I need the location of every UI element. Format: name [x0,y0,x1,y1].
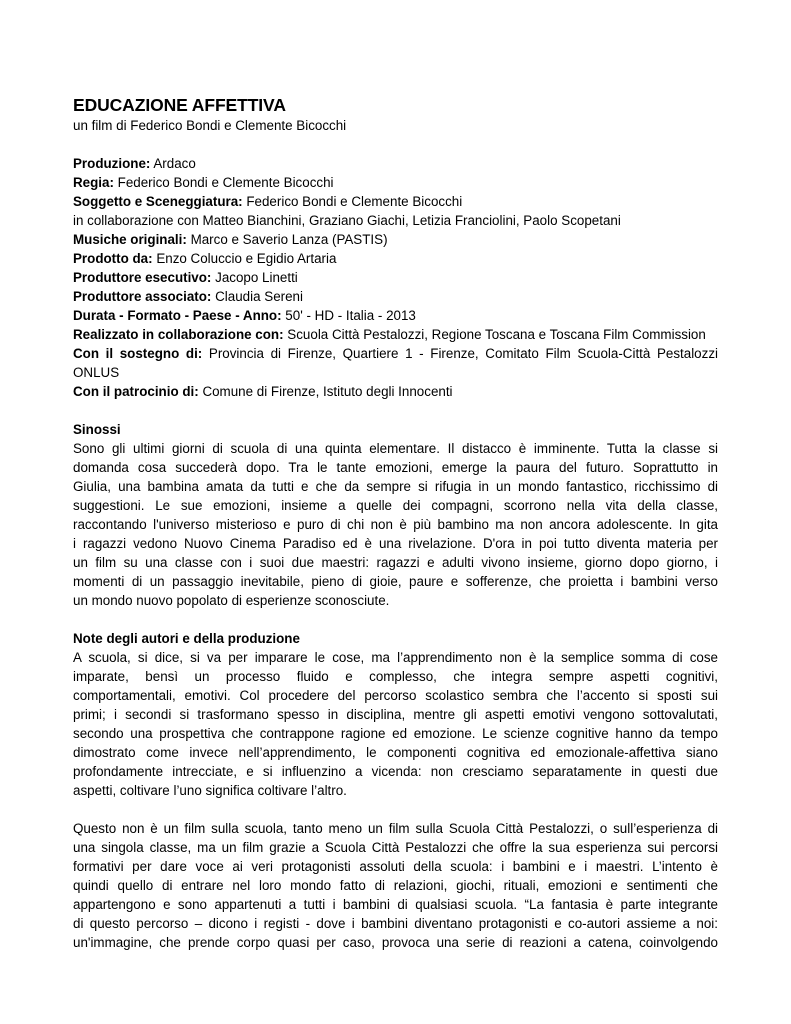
text-line: comportamentali, emotivi. Col procedere del percorso scolastico sembra che l’accento si sposti sui [73,688,718,703]
credit-label: Soggetto e Sceneggiatura: [73,194,243,209]
note-heading: Note degli autori e della produzione [73,631,300,646]
paragraph-gap [73,800,718,819]
credit-value: Federico Bondi e Clemente Bicocchi [113,175,334,190]
text-line: dimostrato come invece nell’apprendimento, le componenti cognitiva ed emozionale-affettiva siano [73,745,718,760]
credit-label: Prodotto da: [73,251,153,266]
credit-line [73,211,718,230]
text-line: primi; i secondi si trasformano spesso in disciplina, mentre gli aspetti emotivi vengono sottovalutati, [73,707,718,722]
credit-line [73,173,718,192]
credit-value: Claudia Sereni [211,289,303,304]
text-line: Questo non è un film sulla scuola, tanto meno un film sulla Scuola Città Pestalozzi, o sull’esperienza di [73,821,718,836]
text-line: di questo percorso – dicono i registi - dove i bambini diventano protagonisti e co-autori assieme a noi: [73,916,718,931]
credits-list [73,154,718,401]
credit-value: Comune di Firenze, Istituto degli Innocenti [198,384,453,399]
credit-value: Provincia di Firenze, Quartiere 1 - Firenze, Comitato Film Scuola-Città Pestalozzi [202,346,718,361]
credit-label: Con il sostegno di: [73,346,203,361]
text-line: imparate, bensì un processo fluido e complesso, che integra sempre aspetti cognitivi, [73,669,718,684]
text-line: raccontando l'universo misterioso e puro di chi non è più bambino ma non ancora adolescente. In gita [73,517,718,532]
credit-line [73,154,718,173]
credit-value: Scuola Città Pestalozzi, Regione Toscana e Toscana Film Commission [283,327,706,342]
credit-line [73,325,718,344]
credit-label: Produttore associato: [73,289,212,304]
document-page [73,94,718,952]
credit-label: Con il patrocinio di: [73,384,199,399]
film-title: EDUCAZIONE AFFETTIVA [73,95,286,115]
credit-value: in collaborazione con Matteo Bianchini, Graziano Giachi, Letizia Franciolini, Paolo Scopetani [73,213,621,228]
text-line: Sono gli ultimi giorni di scuola di una quinta elementare. Il distacco è imminente. Tutta la classe si [73,441,718,456]
credit-line [73,268,718,287]
text-line: una singola classe, ma un film grazie a Scuola Città Pestalozzi che offre la sua esperienza sui percorsi [73,840,718,855]
credit-line-sostegno-cont: ONLUS [73,365,120,380]
note-paragraph-1 [73,648,718,800]
sinossi-heading: Sinossi [73,422,121,437]
text-line: i ragazzi vedono Nuovo Cinema Paradiso ed è una rivelazione. D'ora in poi tutto diventa materia per [73,536,718,551]
text-line: aspetti, coltivare l’uno significa coltivare l’altro. [73,783,347,798]
note-paragraph-2 [73,819,718,952]
text-line: momenti di un passaggio inevitabile, pieno di gioie, paure e sofferenze, che proietta i bambini verso [73,574,718,589]
credit-line [73,192,718,211]
credit-value: 50' - HD - Italia - 2013 [281,308,416,323]
credit-line [73,249,718,268]
text-line: un mondo nuovo popolato di esperienze sconosciute. [73,593,390,608]
text-line: domanda cosa succederà dopo. Tra le tante emozioni, emerge la paura del futuro. Soprattutto in [73,460,718,475]
credit-label: Regia: [73,175,114,190]
text-line: secondo una prospettiva che contrappone ragione ed emozione. Le scienze cognitive hanno da tempo [73,726,718,741]
credit-value: Federico Bondi e Clemente Bicocchi [242,194,463,209]
credit-label: Durata - Formato - Paese - Anno: [73,308,282,323]
credit-line [73,306,718,325]
credit-label: Musiche originali: [73,232,187,247]
credit-value: Ardaco [150,156,196,171]
credit-value: Enzo Coluccio e Egidio Artaria [152,251,337,266]
sinossi-paragraph [73,439,718,610]
credit-label: Produttore esecutivo: [73,270,212,285]
text-line: un film su una classe con i suoi due maestri: ragazzi e adulti vivono insieme, giorno dopo giorno, i [73,555,718,570]
film-subtitle: un film di Federico Bondi e Clemente Bicocchi [73,118,347,133]
text-line: appartengono e sono appartenuti a tutti i bambini di qualsiasi scuola. “La fantasia è parte integrante [73,897,718,912]
credit-value: Jacopo Linetti [211,270,298,285]
credit-label: Realizzato in collaborazione con: [73,327,284,342]
text-line: formativi per dare voce ai veri protagonisti assoluti della scuola: i bambini e i maestri. L’intento è [73,859,718,874]
text-line: A scuola, si dice, si va per imparare le cose, ma l’apprendimento non è la semplice somma di cose [73,650,718,665]
credit-value: Marco e Saverio Lanza (PASTIS) [186,232,388,247]
text-line: Giulia, una bambina amata da tutti e che da sempre si rifugia in un mondo fantastico, ricchissimo di [73,479,718,494]
credit-line [73,230,718,249]
text-line: quindi quello di entrare nel loro mondo fatto di relazioni, giochi, rituali, emozioni e sentimenti che [73,878,718,893]
text-line: suggestioni. Le sue emozioni, insieme a quelle dei compagni, scorrono nella vita della classe, [73,498,718,513]
text-line: profondamente intrecciate, e si influenzino a vicenda: non cresciamo separatamente in questi due [73,764,718,779]
credit-line-patrocinio [73,382,718,401]
credit-label: Produzione: [73,156,151,171]
credit-line-sostegno [73,344,718,363]
text-line: un'immagine, che prende corpo quasi per caso, provoca una serie di reazioni a catena, coinvolgendo [73,935,718,950]
credit-line [73,287,718,306]
